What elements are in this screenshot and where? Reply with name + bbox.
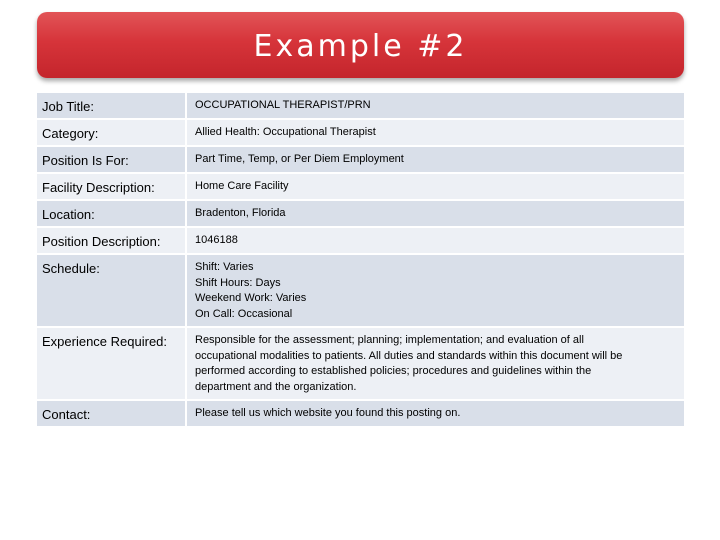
table-row [37,401,684,428]
row-value [187,174,684,201]
table-row [37,120,684,147]
row-label: Schedule: [37,255,187,328]
row-label: Experience Required: [37,328,187,401]
row-label: Facility Description: [37,174,187,201]
value-line: On Call: Occasional [195,307,293,320]
table-row [37,255,684,328]
value-line: performed according to established policies; procedures and guidelines within the [195,365,592,377]
row-label: Position Description: [37,228,187,255]
row-label: Position Is For: [37,147,187,174]
job-details-table [37,93,684,428]
value-line: Responsible for the assessment; planning; implementation; and evaluation of all [195,334,584,346]
row-value [187,401,684,428]
row-value [187,147,684,174]
value-line: Allied Health: Occupational Therapist [195,126,376,138]
row-label: Job Title: [37,93,187,120]
value-line: Shift: Varies [195,261,254,273]
table-row [37,228,684,255]
row-value [187,120,684,147]
value-line: Home Care Facility [195,180,289,192]
value-line: occupational modalities to patients. All duties and standards within this document will be [195,349,623,362]
value-line: Part Time, Temp, or Per Diem Employment [195,153,404,165]
value-line: Bradenton, Florida [195,207,286,219]
row-label: Category: [37,120,187,147]
table-row [37,174,684,201]
table-row [37,93,684,120]
row-value [187,201,684,228]
page-title: Example #2 [253,29,468,64]
value-line: Weekend Work: Varies [195,292,307,304]
row-value [187,328,684,401]
row-value [187,228,684,255]
value-line: OCCUPATIONAL THERAPIST/PRN [195,99,371,111]
value-line: Please tell us which website you found this posting on. [195,407,461,419]
row-value [187,93,684,120]
value-line: Shift Hours: Days [195,276,281,289]
table-row [37,201,684,228]
value-line: department and the organization. [195,380,357,393]
row-label: Contact: [37,401,187,428]
row-value [187,255,684,328]
value-line: 1046188 [195,234,238,246]
table-row [37,147,684,174]
title-banner [37,12,684,78]
table-row [37,328,684,401]
row-label: Location: [37,201,187,228]
